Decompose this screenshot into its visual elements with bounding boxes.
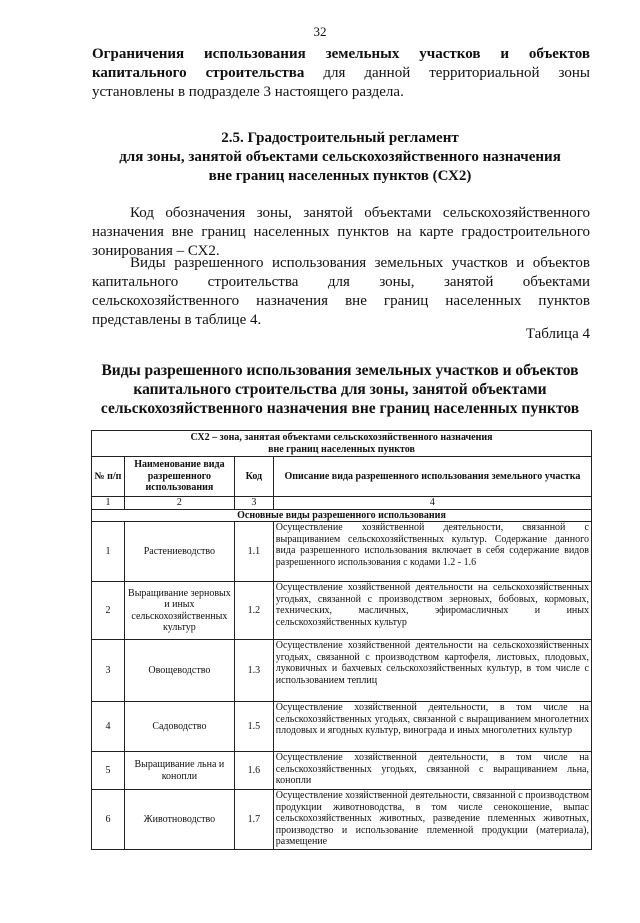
main-usage-subheader: Основные виды разрешенного использования: [92, 509, 592, 522]
col-number: 1: [92, 497, 125, 510]
intro-line: капитального строительства для данной территориальной зоны: [92, 65, 590, 81]
table-row: [92, 702, 592, 752]
row-desc: Осуществление хозяйственной деятельности, связанной с выращиванием сельскохозяйственных культур. Содержание данного вида разрешенного использования включает в себя содержание видов разрешенного использования с кодами 1.2 - 1.6: [273, 522, 591, 582]
page-number: 32: [313, 24, 327, 39]
table-column-header-row: [92, 457, 592, 497]
table-title: Виды разрешенного использования земельных участков и объектов капитального строительства для зоны, занятой объектами сельскохозяйственного назначения вне границ населенных пунктов: [100, 362, 580, 417]
col-number: 3: [234, 497, 273, 510]
row-name: Животноводство: [124, 790, 234, 850]
row-name: Выращивание зерновых и иных сельскохозяйственных культур: [124, 582, 234, 640]
usage-types-paragraph: Виды разрешенного использования земельных участков и объектов капитального строительства для зоны, занятой объектами сельскохозяйственного назначения вне границ населенных пунктов представлены в таблице 4.: [92, 255, 590, 328]
intro-line: Ограничения использования земельных участков и объектов: [92, 46, 590, 62]
col-header-name: Наименование вида разрешенного использования: [124, 457, 234, 497]
row-desc: Осуществление хозяйственной деятельности на сельскохозяйственных угодьях, связанной с производством картофеля, листовых, плодовых, луковичных и бахчевых сельскохозяйственных культур, в том числе с использованием теплиц: [273, 640, 591, 702]
table-zone-header-row: [92, 431, 592, 457]
row-name: Садоводство: [124, 702, 234, 752]
table-subheader-row: [92, 509, 592, 522]
row-code: 1.2: [234, 582, 273, 640]
row-num: 2: [92, 582, 125, 640]
col-header-num: № п/п: [92, 457, 125, 497]
row-num: 5: [92, 752, 125, 790]
section-heading: 2.5. Градостроительный регламент для зоны, занятой объектами сельскохозяйственного назначения вне границ населенных пунктов (СХ2): [119, 130, 561, 184]
row-code: 1.5: [234, 702, 273, 752]
zone-header-cell: СХ2 – зона, занятая объектами сельскохозяйственного назначения вне границ населенных пунктов: [92, 431, 592, 457]
table-row: [92, 640, 592, 702]
usage-types-table: [91, 430, 592, 850]
table-column-number-row: [92, 497, 592, 510]
col-header-code: Код: [234, 457, 273, 497]
row-code: 1.7: [234, 790, 273, 850]
table-caption: Таблица 4: [525, 326, 590, 342]
table-row: [92, 522, 592, 582]
table-row: [92, 790, 592, 850]
intro-line: установлены в подразделе 3 настоящего раздела.: [92, 84, 404, 100]
row-code: 1.6: [234, 752, 273, 790]
row-desc: Осуществление хозяйственной деятельности на сельскохозяйственных угодьях, связанной с производством зерновых, бобовых, кормовых, технических, масличных, эфиромасличных и иных сельскохозяйственных культур: [273, 582, 591, 640]
row-code: 1.3: [234, 640, 273, 702]
row-desc: Осуществление хозяйственной деятельности, связанной с производством продукции животноводства, в том числе сенокошение, выпас сельскохозяйственных животных, разведение племенных животных, производство и использование племенной продукции (материала), размещение: [273, 790, 591, 850]
zone-code-paragraph: Код обозначения зоны, занятой объектами сельскохозяйственного назначения вне границ населенных пунктов на карте градостроительного зонирования – СХ2.: [92, 205, 590, 259]
row-name: Растениеводство: [124, 522, 234, 582]
col-number: 4: [273, 497, 591, 510]
row-num: 3: [92, 640, 125, 702]
row-desc: Осуществление хозяйственной деятельности, в том числе на сельскохозяйственных угодьях, связанной с выращиванием многолетних плодовых и ягодных культур, винограда и иных многолетних культур: [273, 702, 591, 752]
table-row: [92, 582, 592, 640]
row-desc: Осуществление хозяйственной деятельности, в том числе на сельскохозяйственных угодьях, связанной с выращиванием льна, конопли: [273, 752, 591, 790]
row-name: Овощеводство: [124, 640, 234, 702]
row-num: 1: [92, 522, 125, 582]
row-name: Выращивание льна и конопли: [124, 752, 234, 790]
row-num: 6: [92, 790, 125, 850]
col-header-desc: Описание вида разрешенного использования земельного участка: [273, 457, 591, 497]
intro-paragraph: [92, 45, 590, 102]
table-row: [92, 752, 592, 790]
col-number: 2: [124, 497, 234, 510]
row-num: 4: [92, 702, 125, 752]
row-code: 1.1: [234, 522, 273, 582]
